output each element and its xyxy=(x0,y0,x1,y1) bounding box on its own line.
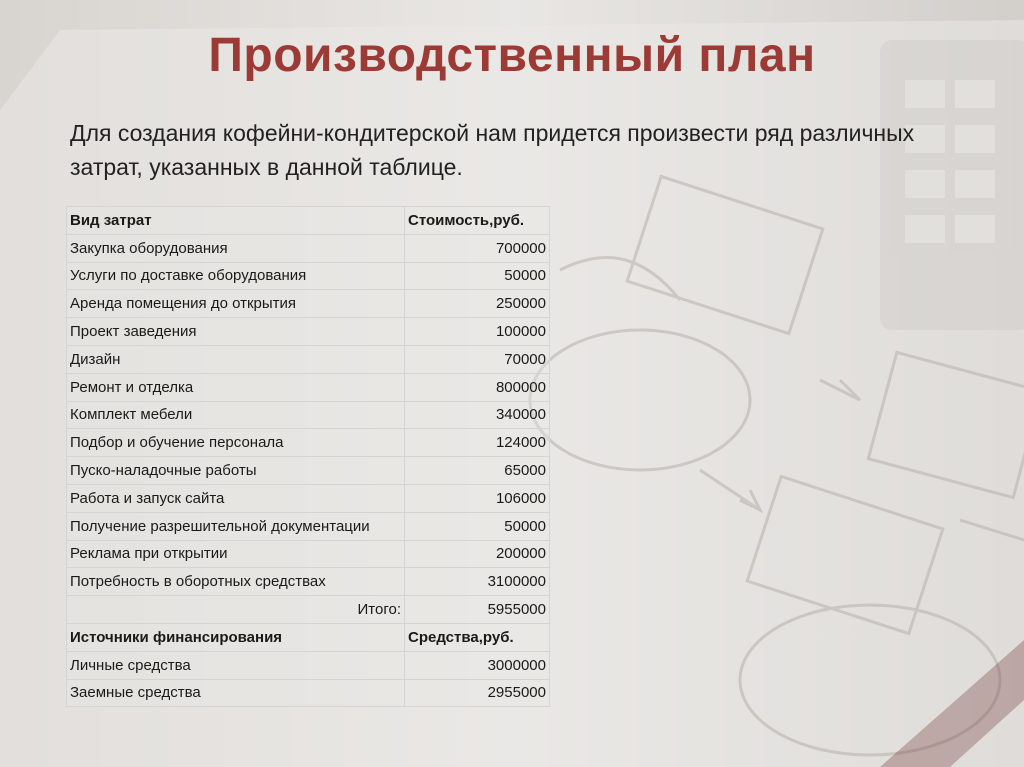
cell-value: 50000 xyxy=(405,512,550,540)
cell-label: Получение разрешительной документации xyxy=(67,512,405,540)
cell-value: 800000 xyxy=(405,373,550,401)
cell-value: Стоимость,руб. xyxy=(405,207,550,235)
funding-row xyxy=(67,679,550,707)
funding-row xyxy=(67,651,550,679)
cell-value: 3100000 xyxy=(405,568,550,596)
intro-paragraph: Для создания кофейни-кондитерской нам придется произвести ряд различных затрат, указанных в данной таблице. xyxy=(70,120,915,180)
cell-label: Подбор и обучение персонала xyxy=(67,429,405,457)
cell-label: Проект заведения xyxy=(67,318,405,346)
cell-value: 124000 xyxy=(405,429,550,457)
cell-value: 5955000 xyxy=(405,596,550,624)
cell-label: Комплект мебели xyxy=(67,401,405,429)
cost-row xyxy=(67,318,550,346)
cost-row xyxy=(67,429,550,457)
cell-label: Закупка оборудования xyxy=(67,234,405,262)
slide-title: Производственный план xyxy=(208,29,816,82)
calculator-shape xyxy=(880,40,1024,330)
cell-label: Аренда помещения до открытия xyxy=(67,290,405,318)
cell-value: 50000 xyxy=(405,262,550,290)
cell-label: Ремонт и отделка xyxy=(67,373,405,401)
cost-row xyxy=(67,373,550,401)
cell-value: 100000 xyxy=(405,318,550,346)
cell-label: Дизайн xyxy=(67,345,405,373)
cell-value: Средства,руб. xyxy=(405,623,550,651)
cell-value: 200000 xyxy=(405,540,550,568)
cost-row xyxy=(67,568,550,596)
cell-value: 2955000 xyxy=(405,679,550,707)
cost-row xyxy=(67,484,550,512)
cell-label: Источники финансирования xyxy=(67,623,405,651)
cell-value: 3000000 xyxy=(405,651,550,679)
cell-value: 250000 xyxy=(405,290,550,318)
cell-label: Итого: xyxy=(67,596,405,624)
cost-row xyxy=(67,457,550,485)
cell-value: 106000 xyxy=(405,484,550,512)
cell-label: Вид затрат xyxy=(67,207,405,235)
cell-value: 70000 xyxy=(405,345,550,373)
cost-row xyxy=(67,345,550,373)
cell-label: Услуги по доставке оборудования xyxy=(67,262,405,290)
cell-label: Реклама при открытии xyxy=(67,540,405,568)
cell-label: Заемные средства xyxy=(67,679,405,707)
cost-row xyxy=(67,234,550,262)
cell-value: 700000 xyxy=(405,234,550,262)
cost-row xyxy=(67,401,550,429)
cell-label: Личные средства xyxy=(67,651,405,679)
cost-row xyxy=(67,512,550,540)
cell-value: 65000 xyxy=(405,457,550,485)
cell-value: 340000 xyxy=(405,401,550,429)
cell-label: Пуско-наладочные работы xyxy=(67,457,405,485)
funding-header-row xyxy=(67,623,550,651)
cost-header-row xyxy=(67,207,550,235)
cost-table xyxy=(66,206,550,707)
cost-row xyxy=(67,290,550,318)
total-row xyxy=(67,596,550,624)
cost-row xyxy=(67,262,550,290)
cell-label: Потребность в оборотных средствах xyxy=(67,568,405,596)
cell-label: Работа и запуск сайта xyxy=(67,484,405,512)
cost-row xyxy=(67,540,550,568)
